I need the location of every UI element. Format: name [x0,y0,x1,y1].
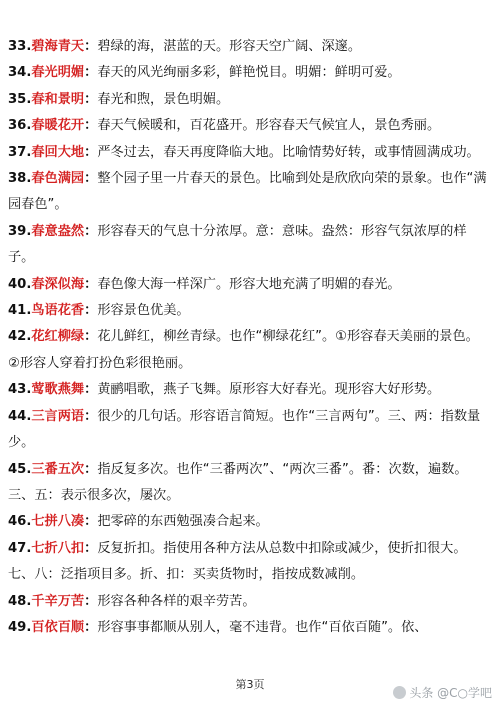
idiom-term: 春和景明 [31,91,85,107]
idiom-entry [8,166,490,219]
idiom-term: 百依百顺 [31,619,85,635]
idiom-entry [8,219,490,272]
separator: ： [84,461,98,477]
page-number: 第3页 [235,678,265,691]
idiom-entry [8,272,490,298]
separator: ： [84,619,98,635]
idiom-entry [8,509,490,535]
separator: ： [84,39,98,54]
idiom-definition: 整个园子里一片春天的景色。比喻到处是欣欣向荣的景象。也作“满园春色”。 [8,171,487,213]
idiom-definition: 形容各种各样的艰辛劳苦。 [97,593,256,609]
idiom-entry [8,615,490,641]
idiom-definition: 把零碎的东西勉强凑合起来。 [97,514,269,530]
separator: ： [84,276,98,292]
idiom-entry [8,404,490,457]
entry-number: 38. [8,171,32,187]
entry-number: 43. [8,382,32,398]
idiom-term: 碧海青天 [31,39,85,54]
entry-number: 44. [8,408,32,424]
idiom-definition: 碧绿的海，湛蓝的天。形容天空广阔、深邃。 [97,39,362,54]
entry-number: 46. [8,514,32,530]
idiom-definition: 春光和煦，景色明媚。 [97,91,230,107]
idiom-term: 春深似海 [31,276,85,292]
separator: ： [84,408,98,424]
idiom-definition: 春天气候暖和，百花盛开。形容春天气候宜人，景色秀丽。 [97,118,441,134]
idiom-term: 三言两语 [31,408,85,424]
separator: ： [84,514,98,530]
separator: ： [84,144,98,160]
idiom-term: 七拼八凑 [31,514,85,530]
idiom-entry [8,140,490,166]
entry-number: 34. [8,65,32,81]
idiom-term: 七折八扣 [31,540,85,556]
watermark-text: 头条 @C○学吧 [409,685,492,700]
separator: ： [84,329,98,345]
separator: ： [84,65,98,81]
idiom-entry [8,34,490,60]
entry-number: 45. [8,461,32,477]
separator: ： [84,593,98,609]
separator: ： [84,382,98,398]
entry-number: 42. [8,329,32,345]
separator: ： [84,540,98,556]
watermark [393,682,492,702]
entry-number: 48. [8,593,32,609]
idiom-list [8,34,490,641]
idiom-entry [8,377,490,403]
idiom-definition: 严冬过去，春天再度降临大地。比喻情势好转，或事情圆满成功。 [97,144,480,160]
idiom-entry [8,87,490,113]
watermark-logo-icon [393,686,406,699]
idiom-term: 春回大地 [31,144,85,160]
entry-number: 49. [8,619,32,635]
idiom-term: 春色满园 [31,171,85,187]
idiom-term: 三番五次 [31,461,85,477]
idiom-term: 春暖花开 [31,118,85,134]
separator: ： [84,118,98,134]
idiom-definition: 形容春天的气息十分浓厚。意：意味。盎然：形容气氛浓厚的样子。 [8,223,467,266]
entry-number: 47. [8,540,32,556]
idiom-entry [8,589,490,615]
idiom-definition: 春天的风光绚丽多彩，鲜艳悦目。明媚：鲜明可爱。 [97,65,401,81]
idiom-definition: 春色像大海一样深广。形容大地充满了明媚的春光。 [97,276,401,292]
idiom-term: 鸟语花香 [31,303,85,319]
entry-number: 36. [8,118,32,134]
entry-number: 39. [8,223,32,239]
idiom-entry [8,324,490,377]
idiom-entry [8,457,490,510]
entry-number: 41. [8,303,32,319]
idiom-definition: 很少的几句话。形容语言简短。也作“三言两句”。三、两：指数量少。 [8,408,481,451]
idiom-definition: 反复折扣。指使用各种方法从总数中扣除或减少，使折扣很大。七、八：泛指项目多。折、扣：买卖货物时，指按成数减削。 [8,540,467,583]
separator: ： [84,303,98,319]
entry-number: 33. [8,39,32,54]
separator: ： [84,91,98,107]
entry-number: 35. [8,91,32,107]
idiom-term: 春光明媚 [31,65,85,81]
idiom-term: 莺歌燕舞 [31,382,85,398]
idiom-term: 千辛万苦 [31,593,85,609]
separator: ： [84,171,98,187]
idiom-definition: 花儿鲜红，柳丝青绿。也作“柳绿花红”。①形容春天美丽的景色。②形容人穿着打扮色彩很艳丽。 [8,329,479,371]
idiom-entry [8,113,490,139]
entry-number: 37. [8,144,32,160]
idiom-definition: 形容事事都顺从别人，毫不违背。也作“百依百随”。依、 [97,619,428,635]
idiom-definition: 形容景色优美。 [97,303,190,319]
idiom-definition: 指反复多次。也作“三番两次”、“两次三番”。番：次数，遍数。三、五：表示很多次，屡次。 [8,461,468,503]
idiom-term: 春意盎然 [31,223,85,239]
idiom-definition: 黄鹂唱歌，燕子飞舞。原形容大好春光。现形容大好形势。 [97,382,441,398]
idiom-entry [8,60,490,86]
separator: ： [84,223,98,239]
idiom-entry [8,298,490,324]
idiom-term: 花红柳绿 [31,329,85,345]
idiom-entry [8,536,490,589]
entry-number: 40. [8,276,32,292]
